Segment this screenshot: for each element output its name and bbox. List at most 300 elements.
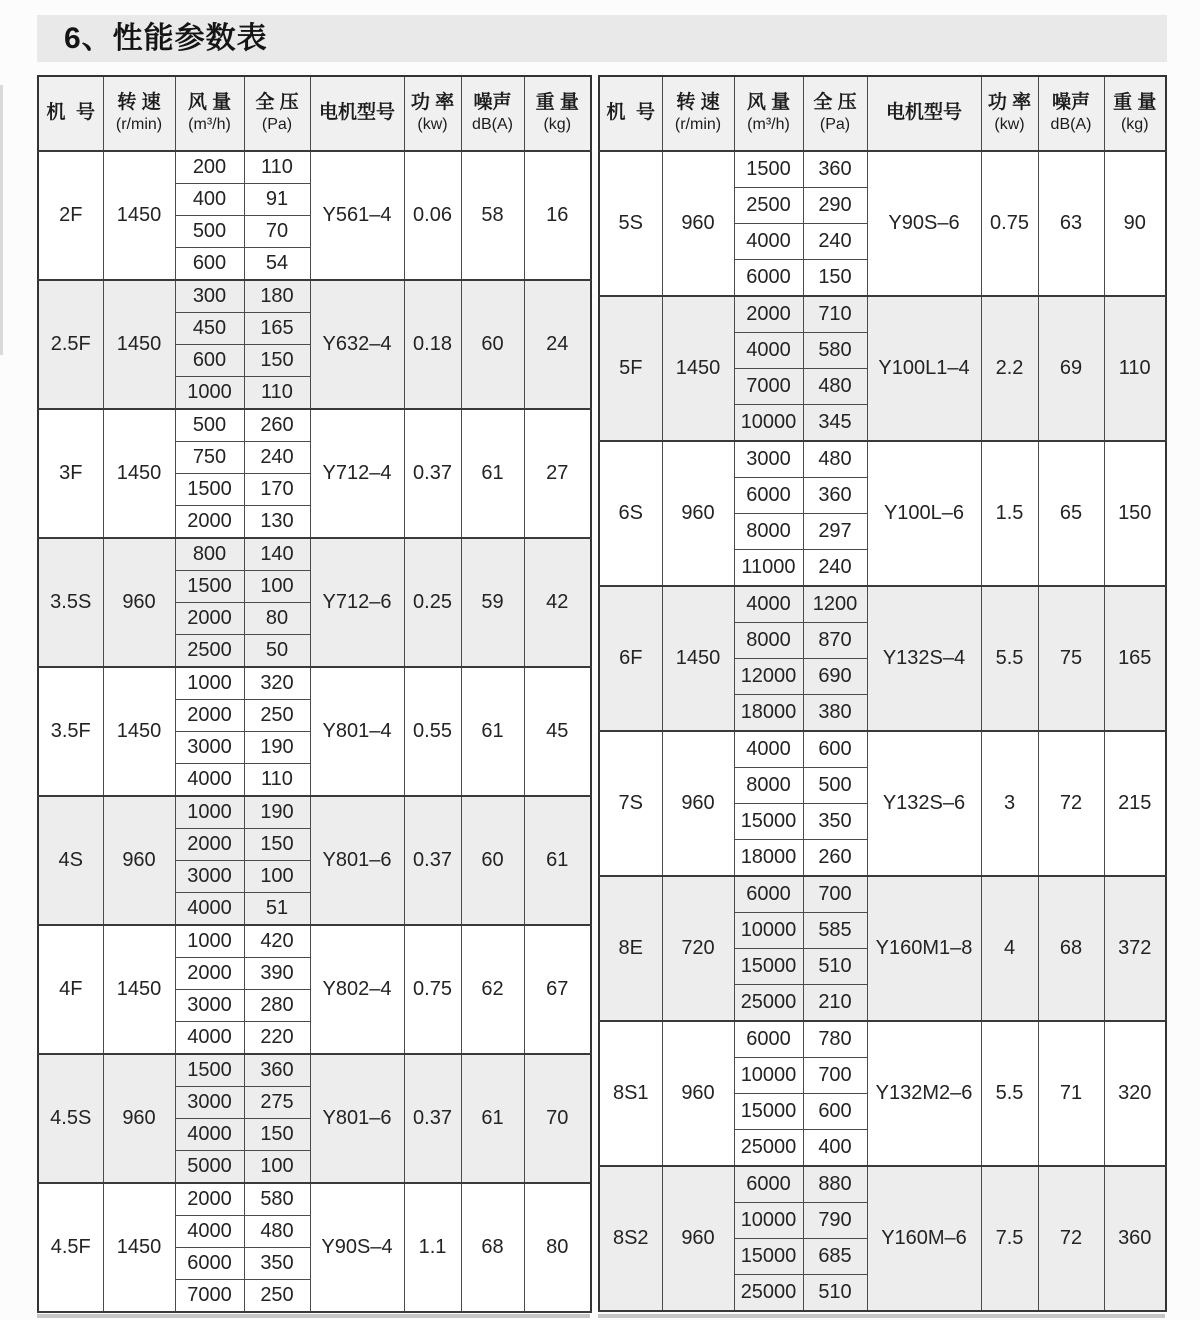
pressure-cell: 280 bbox=[244, 990, 310, 1022]
col-header-noise bbox=[1038, 76, 1104, 151]
pressure-cell: 275 bbox=[244, 1086, 310, 1118]
noise-cell: 60 bbox=[461, 280, 524, 409]
col-header-speed-unit: (r/min) bbox=[115, 116, 163, 134]
machine-no-cell: 8S1 bbox=[599, 1021, 662, 1166]
col-header-power-label: 功 率 bbox=[410, 92, 455, 114]
weight-cell: 16 bbox=[524, 151, 591, 280]
pressure-cell: 165 bbox=[244, 312, 310, 344]
pressure-cell: 870 bbox=[803, 622, 867, 658]
pressure-cell: 100 bbox=[244, 861, 310, 893]
airflow-cell: 1000 bbox=[175, 667, 244, 699]
pressure-cell: 190 bbox=[244, 796, 310, 828]
pressure-cell: 91 bbox=[244, 183, 310, 215]
weight-cell: 42 bbox=[524, 538, 591, 667]
noise-cell: 61 bbox=[461, 409, 524, 538]
speed-cell: 960 bbox=[103, 796, 175, 925]
weight-cell: 165 bbox=[1104, 586, 1166, 731]
weight-cell: 45 bbox=[524, 667, 591, 796]
machine-no-cell: 5F bbox=[599, 296, 662, 441]
speed-cell: 1450 bbox=[103, 1183, 175, 1312]
pressure-cell: 240 bbox=[244, 441, 310, 473]
airflow-cell: 12000 bbox=[734, 659, 803, 695]
weight-cell: 215 bbox=[1104, 731, 1166, 876]
weight-cell: 320 bbox=[1104, 1021, 1166, 1166]
weight-cell: 360 bbox=[1104, 1166, 1166, 1311]
airflow-cell: 1500 bbox=[175, 1054, 244, 1086]
col-header-pressure-unit: (Pa) bbox=[261, 116, 293, 134]
col-header-noise bbox=[461, 76, 524, 151]
airflow-cell: 10000 bbox=[734, 1202, 803, 1238]
airflow-cell: 6000 bbox=[734, 876, 803, 912]
motor-model-cell: Y132S–4 bbox=[867, 586, 981, 731]
col-header-airflow-unit: (m³/h) bbox=[188, 116, 231, 134]
noise-cell: 61 bbox=[461, 1054, 524, 1183]
pressure-cell: 790 bbox=[803, 1202, 867, 1238]
weight-cell: 27 bbox=[524, 409, 591, 538]
airflow-cell: 10000 bbox=[734, 912, 803, 948]
table-row bbox=[38, 538, 591, 570]
airflow-cell: 1500 bbox=[175, 570, 244, 602]
power-cell: 0.18 bbox=[404, 280, 461, 409]
noise-cell: 71 bbox=[1038, 1021, 1104, 1166]
airflow-cell: 10000 bbox=[734, 405, 803, 441]
col-header-noise-unit: dB(A) bbox=[1050, 116, 1092, 134]
pressure-cell: 110 bbox=[244, 377, 310, 409]
motor-model-cell: Y100L1–4 bbox=[867, 296, 981, 441]
motor-model-cell: Y801–6 bbox=[310, 1054, 404, 1183]
speed-cell: 1450 bbox=[103, 409, 175, 538]
power-cell: 0.25 bbox=[404, 538, 461, 667]
airflow-cell: 1000 bbox=[175, 796, 244, 828]
airflow-cell: 2000 bbox=[175, 699, 244, 731]
col-header-power-label: 功 率 bbox=[987, 92, 1032, 114]
speed-cell: 960 bbox=[662, 441, 734, 586]
pressure-cell: 54 bbox=[244, 248, 310, 280]
pressure-cell: 250 bbox=[244, 1280, 310, 1312]
power-cell: 4 bbox=[981, 876, 1038, 1021]
airflow-cell: 11000 bbox=[734, 550, 803, 586]
col-header-motor bbox=[867, 76, 981, 151]
table-shadow-left bbox=[37, 1314, 590, 1318]
motor-model-cell: Y90S–6 bbox=[867, 151, 981, 296]
airflow-cell: 4000 bbox=[734, 586, 803, 622]
pressure-cell: 345 bbox=[803, 405, 867, 441]
table-row bbox=[599, 151, 1166, 187]
airflow-cell: 8000 bbox=[734, 622, 803, 658]
airflow-cell: 3000 bbox=[175, 1086, 244, 1118]
pressure-cell: 350 bbox=[244, 1248, 310, 1280]
pressure-cell: 320 bbox=[244, 667, 310, 699]
pressure-cell: 150 bbox=[244, 828, 310, 860]
table-row bbox=[38, 151, 591, 183]
speed-cell: 960 bbox=[662, 1166, 734, 1311]
pressure-cell: 150 bbox=[244, 345, 310, 377]
motor-model-cell: Y100L–6 bbox=[867, 441, 981, 586]
performance-table-left bbox=[37, 75, 592, 1313]
pressure-cell: 240 bbox=[803, 224, 867, 260]
col-header-noise-label: 噪声 bbox=[1051, 92, 1090, 114]
airflow-cell: 450 bbox=[175, 312, 244, 344]
airflow-cell: 750 bbox=[175, 441, 244, 473]
machine-no-cell: 2F bbox=[38, 151, 103, 280]
col-header-power bbox=[981, 76, 1038, 151]
airflow-cell: 2000 bbox=[175, 1183, 244, 1215]
page-title: 6、性能参数表 bbox=[64, 22, 268, 55]
speed-cell: 960 bbox=[662, 1021, 734, 1166]
table-row bbox=[38, 1183, 591, 1215]
table-row bbox=[599, 1021, 1166, 1057]
airflow-cell: 8000 bbox=[734, 514, 803, 550]
motor-model-cell: Y132S–6 bbox=[867, 731, 981, 876]
machine-no-cell: 8S2 bbox=[599, 1166, 662, 1311]
weight-cell: 110 bbox=[1104, 296, 1166, 441]
machine-no-cell: 4.5F bbox=[38, 1183, 103, 1312]
airflow-cell: 5000 bbox=[175, 1151, 244, 1183]
motor-model-cell: Y802–4 bbox=[310, 925, 404, 1054]
pressure-cell: 510 bbox=[803, 1275, 867, 1311]
noise-cell: 59 bbox=[461, 538, 524, 667]
motor-model-cell: Y132M2–6 bbox=[867, 1021, 981, 1166]
airflow-cell: 6000 bbox=[734, 260, 803, 296]
pressure-cell: 600 bbox=[803, 1094, 867, 1130]
col-header-weight-label: 重 量 bbox=[1113, 92, 1157, 114]
airflow-cell: 15000 bbox=[734, 1239, 803, 1275]
speed-cell: 960 bbox=[662, 151, 734, 296]
pressure-cell: 80 bbox=[244, 603, 310, 635]
col-header-airflow bbox=[175, 76, 244, 151]
weight-cell: 61 bbox=[524, 796, 591, 925]
col-header-noise-unit: dB(A) bbox=[472, 116, 513, 134]
motor-model-cell: Y712–6 bbox=[310, 538, 404, 667]
power-cell: 0.55 bbox=[404, 667, 461, 796]
pressure-cell: 685 bbox=[803, 1239, 867, 1275]
pressure-cell: 480 bbox=[803, 441, 867, 477]
pressure-cell: 690 bbox=[803, 659, 867, 695]
col-header-speed-label: 转 速 bbox=[676, 92, 720, 114]
col-header-machine-label: 机 号 bbox=[46, 102, 96, 124]
power-cell: 2.2 bbox=[981, 296, 1038, 441]
machine-no-cell: 6F bbox=[599, 586, 662, 731]
col-header-speed-unit: (r/min) bbox=[674, 116, 722, 134]
pressure-cell: 360 bbox=[803, 151, 867, 187]
pressure-cell: 480 bbox=[803, 369, 867, 405]
pressure-cell: 780 bbox=[803, 1021, 867, 1057]
airflow-cell: 2000 bbox=[175, 957, 244, 989]
pressure-cell: 700 bbox=[803, 876, 867, 912]
weight-cell: 90 bbox=[1104, 151, 1166, 296]
noise-cell: 62 bbox=[461, 925, 524, 1054]
power-cell: 1.5 bbox=[981, 441, 1038, 586]
airflow-cell: 500 bbox=[175, 409, 244, 441]
power-cell: 5.5 bbox=[981, 1021, 1038, 1166]
pressure-cell: 700 bbox=[803, 1057, 867, 1093]
airflow-cell: 4000 bbox=[734, 332, 803, 368]
col-header-airflow-label: 风 量 bbox=[746, 92, 791, 114]
motor-model-cell: Y561–4 bbox=[310, 151, 404, 280]
airflow-cell: 25000 bbox=[734, 1130, 803, 1166]
noise-cell: 69 bbox=[1038, 296, 1104, 441]
performance-table-left-wrap bbox=[37, 75, 592, 1313]
noise-cell: 61 bbox=[461, 667, 524, 796]
machine-no-cell: 2.5F bbox=[38, 280, 103, 409]
col-header-speed-label: 转 速 bbox=[117, 92, 161, 114]
airflow-cell: 15000 bbox=[734, 804, 803, 840]
airflow-cell: 25000 bbox=[734, 1275, 803, 1311]
airflow-cell: 3000 bbox=[175, 990, 244, 1022]
machine-no-cell: 3F bbox=[38, 409, 103, 538]
weight-cell: 80 bbox=[524, 1183, 591, 1312]
machine-no-cell: 4S bbox=[38, 796, 103, 925]
pressure-cell: 710 bbox=[803, 296, 867, 332]
airflow-cell: 6000 bbox=[734, 477, 803, 513]
airflow-cell: 2500 bbox=[175, 635, 244, 667]
airflow-cell: 600 bbox=[175, 345, 244, 377]
pressure-cell: 580 bbox=[244, 1183, 310, 1215]
airflow-cell: 1000 bbox=[175, 925, 244, 957]
table-row bbox=[599, 586, 1166, 622]
title-band bbox=[37, 15, 1167, 62]
speed-cell: 1450 bbox=[103, 151, 175, 280]
pressure-cell: 390 bbox=[244, 957, 310, 989]
airflow-cell: 2000 bbox=[175, 828, 244, 860]
noise-cell: 68 bbox=[461, 1183, 524, 1312]
speed-cell: 960 bbox=[103, 1054, 175, 1183]
noise-cell: 68 bbox=[1038, 876, 1104, 1021]
col-header-pressure-unit: (Pa) bbox=[819, 116, 851, 134]
col-header-motor bbox=[310, 76, 404, 151]
weight-cell: 150 bbox=[1104, 441, 1166, 586]
col-header-airflow-label: 风 量 bbox=[187, 92, 232, 114]
pressure-cell: 480 bbox=[244, 1215, 310, 1247]
pressure-cell: 290 bbox=[803, 187, 867, 223]
pressure-cell: 380 bbox=[803, 695, 867, 731]
power-cell: 0.06 bbox=[404, 151, 461, 280]
table-row bbox=[599, 731, 1166, 767]
airflow-cell: 6000 bbox=[175, 1248, 244, 1280]
pressure-cell: 50 bbox=[244, 635, 310, 667]
noise-cell: 72 bbox=[1038, 731, 1104, 876]
performance-table-right bbox=[598, 75, 1167, 1312]
col-header-pressure bbox=[244, 76, 310, 151]
col-header-speed bbox=[103, 76, 175, 151]
motor-model-cell: Y160M1–8 bbox=[867, 876, 981, 1021]
airflow-cell: 4000 bbox=[175, 893, 244, 925]
airflow-cell: 10000 bbox=[734, 1057, 803, 1093]
col-header-power-unit: (kw) bbox=[417, 116, 448, 134]
power-cell: 0.75 bbox=[981, 151, 1038, 296]
pressure-cell: 880 bbox=[803, 1166, 867, 1202]
machine-no-cell: 4.5S bbox=[38, 1054, 103, 1183]
pressure-cell: 150 bbox=[803, 260, 867, 296]
airflow-cell: 15000 bbox=[734, 949, 803, 985]
airflow-cell: 800 bbox=[175, 538, 244, 570]
col-header-machine-label: 机 号 bbox=[606, 102, 656, 124]
machine-no-cell: 3.5S bbox=[38, 538, 103, 667]
airflow-cell: 2000 bbox=[175, 603, 244, 635]
weight-cell: 372 bbox=[1104, 876, 1166, 1021]
pressure-cell: 297 bbox=[803, 514, 867, 550]
col-header-weight bbox=[1104, 76, 1166, 151]
pressure-cell: 190 bbox=[244, 732, 310, 764]
pressure-cell: 360 bbox=[244, 1054, 310, 1086]
pressure-cell: 170 bbox=[244, 474, 310, 506]
airflow-cell: 7000 bbox=[734, 369, 803, 405]
motor-model-cell: Y632–4 bbox=[310, 280, 404, 409]
pressure-cell: 70 bbox=[244, 216, 310, 248]
pressure-cell: 51 bbox=[244, 893, 310, 925]
machine-no-cell: 3.5F bbox=[38, 667, 103, 796]
speed-cell: 1450 bbox=[662, 586, 734, 731]
airflow-cell: 1500 bbox=[734, 151, 803, 187]
power-cell: 7.5 bbox=[981, 1166, 1038, 1311]
airflow-cell: 8000 bbox=[734, 767, 803, 803]
airflow-cell: 15000 bbox=[734, 1094, 803, 1130]
airflow-cell: 3000 bbox=[175, 861, 244, 893]
pressure-cell: 400 bbox=[803, 1130, 867, 1166]
col-header-airflow-unit: (m³/h) bbox=[747, 116, 790, 134]
speed-cell: 1450 bbox=[103, 667, 175, 796]
speed-cell: 960 bbox=[103, 538, 175, 667]
airflow-cell: 600 bbox=[175, 248, 244, 280]
col-header-pressure bbox=[803, 76, 867, 151]
pressure-cell: 1200 bbox=[803, 586, 867, 622]
col-header-machine bbox=[599, 76, 662, 151]
airflow-cell: 4000 bbox=[175, 1022, 244, 1054]
col-header-motor-label: 电机型号 bbox=[318, 102, 395, 124]
airflow-cell: 7000 bbox=[175, 1280, 244, 1312]
airflow-cell: 2000 bbox=[734, 296, 803, 332]
airflow-cell: 4000 bbox=[175, 764, 244, 796]
pressure-cell: 360 bbox=[803, 477, 867, 513]
pressure-cell: 350 bbox=[803, 804, 867, 840]
table-row bbox=[599, 1166, 1166, 1202]
noise-cell: 72 bbox=[1038, 1166, 1104, 1311]
speed-cell: 720 bbox=[662, 876, 734, 1021]
power-cell: 1.1 bbox=[404, 1183, 461, 1312]
machine-no-cell: 7S bbox=[599, 731, 662, 876]
weight-cell: 70 bbox=[524, 1054, 591, 1183]
airflow-cell: 6000 bbox=[734, 1021, 803, 1057]
pressure-cell: 250 bbox=[244, 699, 310, 731]
noise-cell: 58 bbox=[461, 151, 524, 280]
power-cell: 3 bbox=[981, 731, 1038, 876]
pressure-cell: 110 bbox=[244, 764, 310, 796]
pressure-cell: 140 bbox=[244, 538, 310, 570]
col-header-noise-label: 噪声 bbox=[473, 92, 512, 114]
noise-cell: 63 bbox=[1038, 151, 1104, 296]
airflow-cell: 4000 bbox=[175, 1215, 244, 1247]
col-header-airflow bbox=[734, 76, 803, 151]
speed-cell: 960 bbox=[662, 731, 734, 876]
table-row bbox=[38, 925, 591, 957]
airflow-cell: 4000 bbox=[734, 731, 803, 767]
noise-cell: 65 bbox=[1038, 441, 1104, 586]
pressure-cell: 420 bbox=[244, 925, 310, 957]
col-header-machine bbox=[38, 76, 103, 151]
airflow-cell: 3000 bbox=[175, 732, 244, 764]
airflow-cell: 500 bbox=[175, 216, 244, 248]
col-header-power bbox=[404, 76, 461, 151]
noise-cell: 60 bbox=[461, 796, 524, 925]
pressure-cell: 585 bbox=[803, 912, 867, 948]
pressure-cell: 210 bbox=[803, 985, 867, 1021]
table-row bbox=[38, 409, 591, 441]
pressure-cell: 220 bbox=[244, 1022, 310, 1054]
pressure-cell: 600 bbox=[803, 731, 867, 767]
pressure-cell: 240 bbox=[803, 550, 867, 586]
pressure-cell: 260 bbox=[803, 840, 867, 876]
pressure-cell: 510 bbox=[803, 949, 867, 985]
motor-model-cell: Y90S–4 bbox=[310, 1183, 404, 1312]
table-row bbox=[599, 441, 1166, 477]
airflow-cell: 2000 bbox=[175, 506, 244, 538]
airflow-cell: 2500 bbox=[734, 187, 803, 223]
performance-table-right-wrap bbox=[598, 75, 1167, 1312]
table-row bbox=[599, 296, 1166, 332]
page-edge-artifact bbox=[0, 85, 3, 355]
airflow-cell: 4000 bbox=[734, 224, 803, 260]
machine-no-cell: 6S bbox=[599, 441, 662, 586]
motor-model-cell: Y712–4 bbox=[310, 409, 404, 538]
noise-cell: 75 bbox=[1038, 586, 1104, 731]
machine-no-cell: 5S bbox=[599, 151, 662, 296]
airflow-cell: 400 bbox=[175, 183, 244, 215]
airflow-cell: 4000 bbox=[175, 1119, 244, 1151]
power-cell: 0.37 bbox=[404, 1054, 461, 1183]
machine-no-cell: 8E bbox=[599, 876, 662, 1021]
airflow-cell: 25000 bbox=[734, 985, 803, 1021]
machine-no-cell: 4F bbox=[38, 925, 103, 1054]
power-cell: 0.37 bbox=[404, 796, 461, 925]
airflow-cell: 3000 bbox=[734, 441, 803, 477]
col-header-speed bbox=[662, 76, 734, 151]
table-row bbox=[38, 280, 591, 312]
col-header-pressure-label: 全 压 bbox=[255, 92, 299, 114]
pressure-cell: 110 bbox=[244, 151, 310, 183]
motor-model-cell: Y801–4 bbox=[310, 667, 404, 796]
airflow-cell: 6000 bbox=[734, 1166, 803, 1202]
table-row bbox=[599, 876, 1166, 912]
pressure-cell: 150 bbox=[244, 1119, 310, 1151]
airflow-cell: 1000 bbox=[175, 377, 244, 409]
airflow-cell: 200 bbox=[175, 151, 244, 183]
power-cell: 0.75 bbox=[404, 925, 461, 1054]
col-header-weight bbox=[524, 76, 591, 151]
pressure-cell: 180 bbox=[244, 280, 310, 312]
pressure-cell: 100 bbox=[244, 1151, 310, 1183]
power-cell: 0.37 bbox=[404, 409, 461, 538]
col-header-power-unit: (kw) bbox=[994, 116, 1025, 134]
col-header-motor-label: 电机型号 bbox=[885, 102, 962, 124]
pressure-cell: 500 bbox=[803, 767, 867, 803]
speed-cell: 1450 bbox=[103, 280, 175, 409]
table-row bbox=[38, 1054, 591, 1086]
table-row bbox=[38, 667, 591, 699]
table-row bbox=[38, 796, 591, 828]
col-header-weight-unit: (kg) bbox=[1120, 116, 1149, 134]
pressure-cell: 580 bbox=[803, 332, 867, 368]
pressure-cell: 100 bbox=[244, 570, 310, 602]
weight-cell: 24 bbox=[524, 280, 591, 409]
airflow-cell: 300 bbox=[175, 280, 244, 312]
col-header-pressure-label: 全 压 bbox=[813, 92, 857, 114]
pressure-cell: 260 bbox=[244, 409, 310, 441]
col-header-weight-label: 重 量 bbox=[535, 92, 579, 114]
power-cell: 5.5 bbox=[981, 586, 1038, 731]
weight-cell: 67 bbox=[524, 925, 591, 1054]
speed-cell: 1450 bbox=[103, 925, 175, 1054]
motor-model-cell: Y160M–6 bbox=[867, 1166, 981, 1311]
